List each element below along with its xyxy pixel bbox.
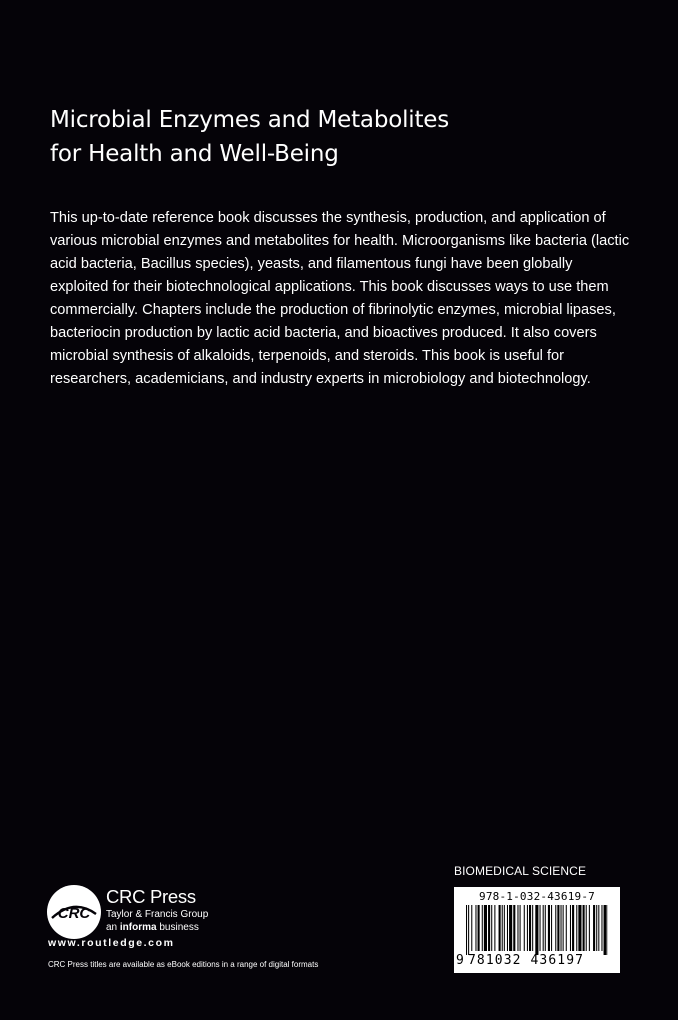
barcode-bar — [545, 905, 546, 951]
publisher-url[interactable]: www.routledge.com — [48, 937, 175, 949]
barcode-bar — [499, 905, 501, 951]
crc-press-logo-icon — [46, 884, 102, 940]
barcode-bar — [561, 905, 562, 951]
book-title-line-2: for Health and Well-Being — [50, 141, 339, 167]
publisher-group: Taylor & Francis Group — [106, 909, 209, 920]
barcode-bar — [484, 905, 487, 951]
informa-bold: informa — [119, 922, 157, 933]
barcode-bar — [466, 905, 467, 955]
barcode-bar — [520, 905, 521, 951]
isbn-label: 978-1-032-43619-7 — [479, 890, 595, 903]
book-description: This up-to-date reference book discusses the synthesis, production, and application of various microbial enzymes and metabolites for health. Microorganisms like bacteria (lactic acid bacteria, Bacillus species), yeasts, and filamentous fungi have been globally exploited for their biotechnological applications. This book discusses ways to use them commercially. Chapters include the production of fibrinolytic enzymes, microbial lipases, bacteriocin production by lactic acid bacteria, and bioactives produced. It also covers microbial synthesis of alkaloids, terpenoids, and steroids. This book is useful for researchers, academicians, and industry experts in microbiology and biotechnology. — [50, 210, 630, 387]
isbn-digits-rest: 781032 436197 — [468, 953, 585, 968]
barcode-bar — [596, 905, 597, 951]
barcode-bar — [572, 905, 574, 951]
barcode-bar — [543, 905, 544, 951]
barcode-bar — [555, 905, 556, 951]
barcode-bar — [468, 905, 469, 955]
barcode-bar — [529, 905, 531, 951]
barcode-bar — [540, 905, 541, 951]
barcode-bar — [517, 905, 518, 951]
barcode-bar — [548, 905, 550, 951]
barcode-bar — [576, 905, 577, 951]
barcode-bar — [513, 905, 515, 951]
barcode-bar — [604, 905, 607, 955]
barcode-bar — [598, 905, 599, 951]
book-title-line-1: Microbial Enzymes and Metabolites — [50, 107, 450, 133]
barcode-bar — [583, 905, 585, 951]
isbn-barcode — [454, 887, 620, 973]
informa-prefix: an — [106, 922, 120, 933]
barcode-bar — [532, 905, 533, 951]
barcode-bar — [502, 905, 503, 951]
barcode-bar — [475, 905, 476, 951]
barcode-bar — [570, 905, 571, 951]
barcode-bar — [507, 905, 508, 951]
barcode-bar — [557, 905, 559, 951]
barcode-bar — [586, 905, 587, 951]
ebook-note: CRC Press titles are available as eBook editions in a range of digital formats — [48, 960, 319, 969]
barcode-bar — [509, 905, 512, 951]
isbn-digit-first: 9 — [456, 953, 464, 968]
barcode-bar — [471, 905, 472, 951]
barcode-bar — [566, 905, 567, 951]
barcode-bar — [601, 905, 602, 951]
barcode-bar — [563, 905, 564, 951]
barcode-bar — [482, 905, 483, 951]
logo-text: CRC — [57, 905, 91, 922]
barcode-bar — [504, 905, 505, 951]
barcode-bar — [494, 905, 495, 951]
barcode-bars-icon — [466, 905, 608, 955]
barcode-bar — [527, 905, 528, 951]
book-title — [50, 103, 610, 171]
barcode-bar — [589, 905, 590, 951]
barcode-bar — [578, 905, 581, 951]
publisher-informa-line — [106, 922, 199, 933]
barcode-bar — [551, 905, 552, 951]
subject-category: BIOMEDICAL SCIENCE — [454, 864, 587, 878]
barcode-bar — [524, 905, 525, 951]
barcode-bar — [491, 905, 492, 951]
barcode-bar — [488, 905, 490, 951]
barcode-bar — [535, 905, 538, 955]
barcode-bar — [478, 905, 480, 951]
barcode-bar — [593, 905, 595, 951]
publisher-name: CRC Press — [106, 886, 196, 907]
informa-suffix: business — [156, 922, 199, 933]
